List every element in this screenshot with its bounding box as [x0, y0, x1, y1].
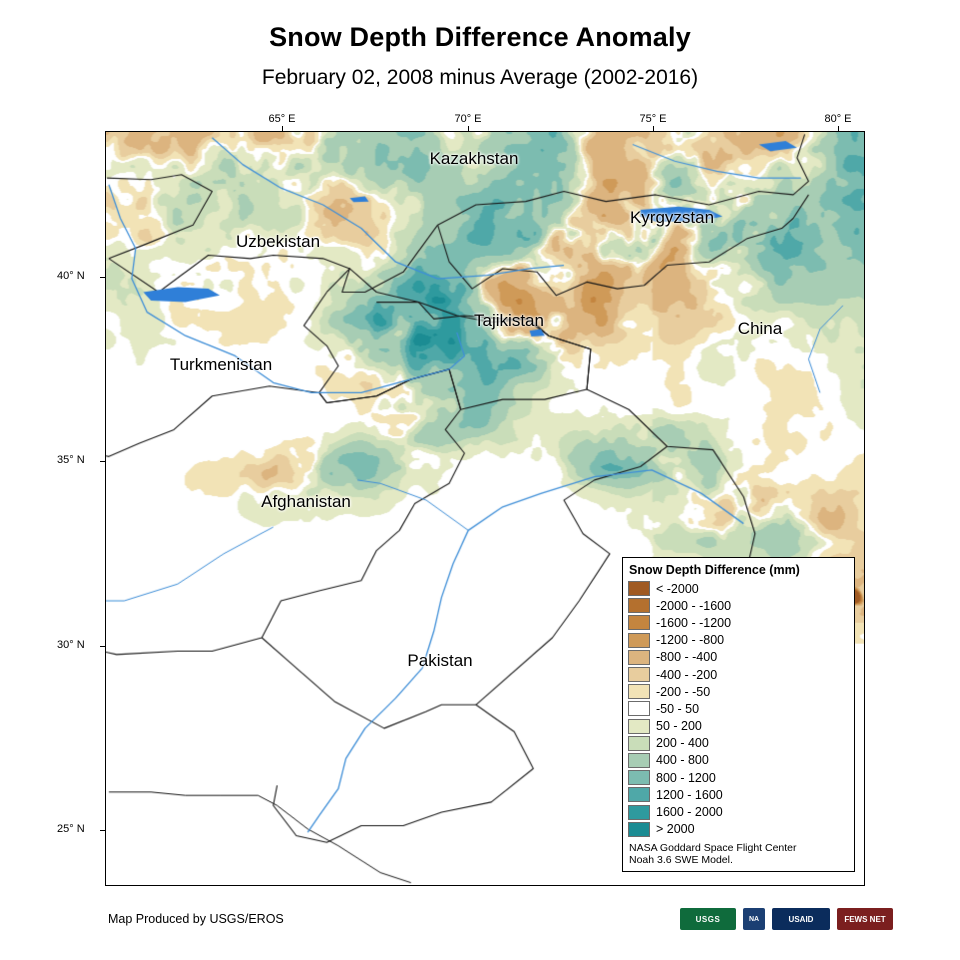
page-title: Snow Depth Difference Anomaly — [269, 22, 691, 52]
latitude-label: 40° N — [57, 270, 85, 282]
legend-swatch — [628, 650, 650, 665]
legend-credit-line-1: NASA Goddard Space Flight Center — [629, 841, 797, 854]
legend-row — [628, 821, 849, 838]
country-label-turkmenistan: Turkmenistan — [169, 355, 273, 374]
legend-swatch — [628, 736, 650, 751]
logo-strip — [680, 908, 893, 930]
country-label-pakistan: Pakistan — [407, 651, 473, 670]
usaid-logo: USAID — [772, 908, 830, 930]
page-subtitle: February 02, 2008 minus Average (2002-2016) — [261, 66, 699, 89]
legend-row — [628, 666, 849, 683]
legend-swatch — [628, 684, 650, 699]
legend-row — [628, 786, 849, 803]
legend-title: Snow Depth Difference (mm) — [629, 563, 800, 577]
country-label-kyrgyzstan: Kyrgyzstan — [629, 208, 715, 227]
legend-row — [628, 752, 849, 769]
legend-label: 50 - 200 — [656, 719, 702, 734]
legend-label: -2000 - -1600 — [656, 598, 732, 613]
country-label-kazakhstan: Kazakhstan — [429, 149, 519, 168]
legend-row — [628, 632, 849, 649]
legend-row — [628, 735, 849, 752]
legend-label: -200 - -50 — [656, 684, 711, 699]
legend-label: < -2000 — [656, 581, 699, 596]
legend-row — [628, 580, 849, 597]
legend-swatch — [628, 701, 650, 716]
legend-label: -400 - -200 — [656, 667, 718, 682]
longitude-label: 70° E — [454, 113, 482, 125]
country-label-afghanistan: Afghanistan — [261, 492, 351, 511]
latitude-label: 35° N — [57, 454, 85, 466]
legend-swatch — [628, 633, 650, 648]
longitude-label: 80° E — [824, 113, 852, 125]
latitude-label: 25° N — [57, 823, 85, 835]
map-viewport[interactable] — [105, 131, 865, 886]
legend-swatch — [628, 787, 650, 802]
legend-row — [628, 649, 849, 666]
legend-credit-line-2: Noah 3.6 SWE Model. — [629, 854, 733, 867]
longitude-label: 75° E — [639, 113, 667, 125]
legend-swatch — [628, 598, 650, 613]
country-label-uzbekistan: Uzbekistan — [235, 232, 321, 251]
legend-row — [628, 718, 849, 735]
legend-entries — [628, 580, 849, 838]
usgs-logo: USGS — [680, 908, 736, 930]
legend-label: -1200 - -800 — [656, 633, 725, 648]
fews-net-logo: FEWS NET — [837, 908, 893, 930]
legend-label: -1600 - -1200 — [656, 615, 732, 630]
partner-logo: NA — [743, 908, 765, 930]
legend-label: 800 - 1200 — [656, 770, 716, 785]
legend-row — [628, 597, 849, 614]
legend-label: > 2000 — [656, 822, 695, 837]
legend-row — [628, 614, 849, 631]
legend-row — [628, 700, 849, 717]
legend-label: 400 - 800 — [656, 753, 709, 768]
legend-swatch — [628, 667, 650, 682]
legend-label: -50 - 50 — [656, 701, 700, 716]
legend-row — [628, 803, 849, 820]
legend-swatch — [628, 805, 650, 820]
legend-label: 1600 - 2000 — [656, 805, 723, 820]
legend-swatch — [628, 753, 650, 768]
legend-swatch — [628, 581, 650, 596]
longitude-label: 65° E — [268, 113, 296, 125]
country-label-tajikistan: Tajikistan — [474, 311, 544, 330]
legend-swatch — [628, 822, 650, 837]
legend-label: -800 - -400 — [656, 650, 718, 665]
legend-row — [628, 769, 849, 786]
legend-label: 1200 - 1600 — [656, 787, 723, 802]
latitude-label: 30° N — [57, 639, 85, 651]
legend-swatch — [628, 770, 650, 785]
legend-swatch — [628, 615, 650, 630]
legend-swatch — [628, 719, 650, 734]
country-label-china: China — [737, 319, 783, 338]
producer-credit: Map Produced by USGS/EROS — [108, 912, 284, 926]
legend-label: 200 - 400 — [656, 736, 709, 751]
legend-row — [628, 683, 849, 700]
map-legend — [622, 557, 855, 872]
